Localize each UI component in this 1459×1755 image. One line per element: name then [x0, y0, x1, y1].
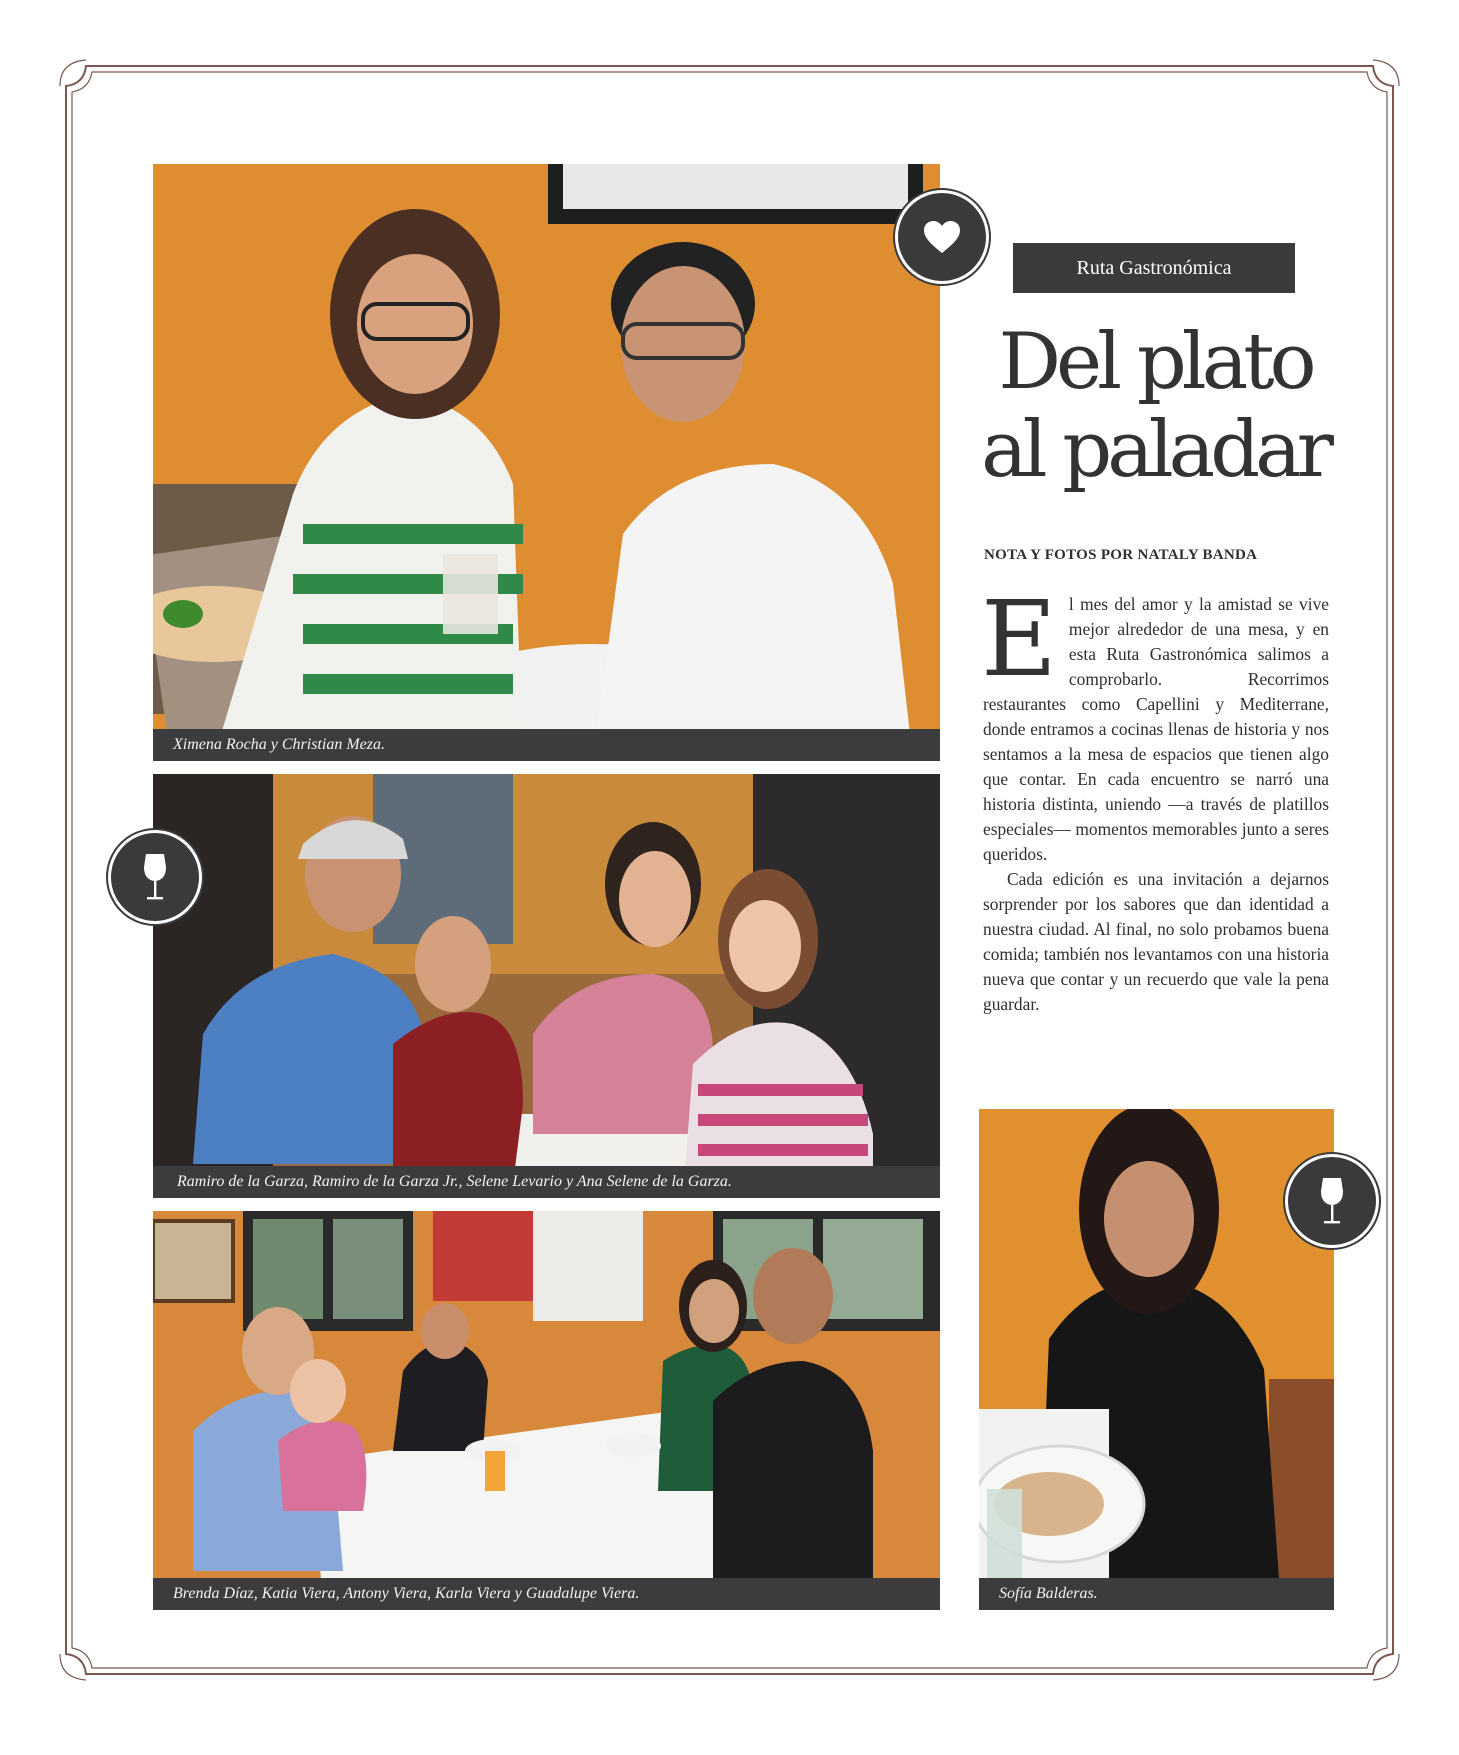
title-line: Del plato: [998, 317, 1312, 407]
wine-glass-icon: [1319, 1177, 1345, 1225]
article-title: [960, 318, 1350, 494]
body-paragraph: Cada edición es una invitación a dejarnos sorprender por los sabores que dan identidad a nuestra ciudad. Al final, no solo probamos buena comida; también nos levantamos con una historia nueva que contar y un recuerdo que vale la pena guardar.: [983, 869, 1329, 1014]
photo-caption: Ramiro de la Garza, Ramiro de la Garza Jr., Selene Levario y Ana Selene de la Garza.: [153, 1166, 940, 1198]
heart-badge: [895, 190, 989, 284]
photo-family-garza: [153, 774, 940, 1198]
photo-family-viera: [153, 1211, 940, 1610]
byline: NOTA Y FOTOS POR NATALY BANDA: [984, 547, 1258, 563]
photo-image: [153, 774, 940, 1198]
photo-sofia: [979, 1109, 1334, 1610]
wine-badge: [1285, 1154, 1379, 1248]
wine-glass-icon: [142, 853, 168, 901]
section-tag: Ruta Gastronómica: [1013, 243, 1295, 293]
title-line: al paladar: [981, 405, 1329, 495]
photo-caption: Sofía Balderas.: [979, 1578, 1334, 1610]
photo-couple: [153, 164, 940, 761]
photo-image: [153, 164, 940, 761]
paragraph-text: l mes del amor y la amistad se vive mejor alrededor de una mesa, y en esta Ruta Gastronómica salimos a comprobarlo. Recorrimos restaurantes como Capellini y Mediterrane, donde entramos a cocinas llenas de historia y nos sentamos a la mesa de espacios que tienen algo que contar. En cada encuentro se narró una historia distinta, uniendo —a través de platillos especiales— momentos memorables junto a seres queridos.: [983, 594, 1329, 864]
photo-image: [153, 1211, 940, 1610]
wine-badge: [108, 830, 202, 924]
drop-cap: E: [981, 578, 1057, 700]
photo-caption: Ximena Rocha y Christian Meza.: [153, 729, 940, 761]
body-paragraph: [981, 578, 1329, 867]
photo-caption: Brenda Díaz, Katia Viera, Antony Viera, Karla Viera y Guadalupe Viera.: [153, 1578, 940, 1610]
photo-image: [979, 1109, 1334, 1610]
heart-icon: [923, 220, 961, 254]
article-body: [981, 578, 1329, 1017]
